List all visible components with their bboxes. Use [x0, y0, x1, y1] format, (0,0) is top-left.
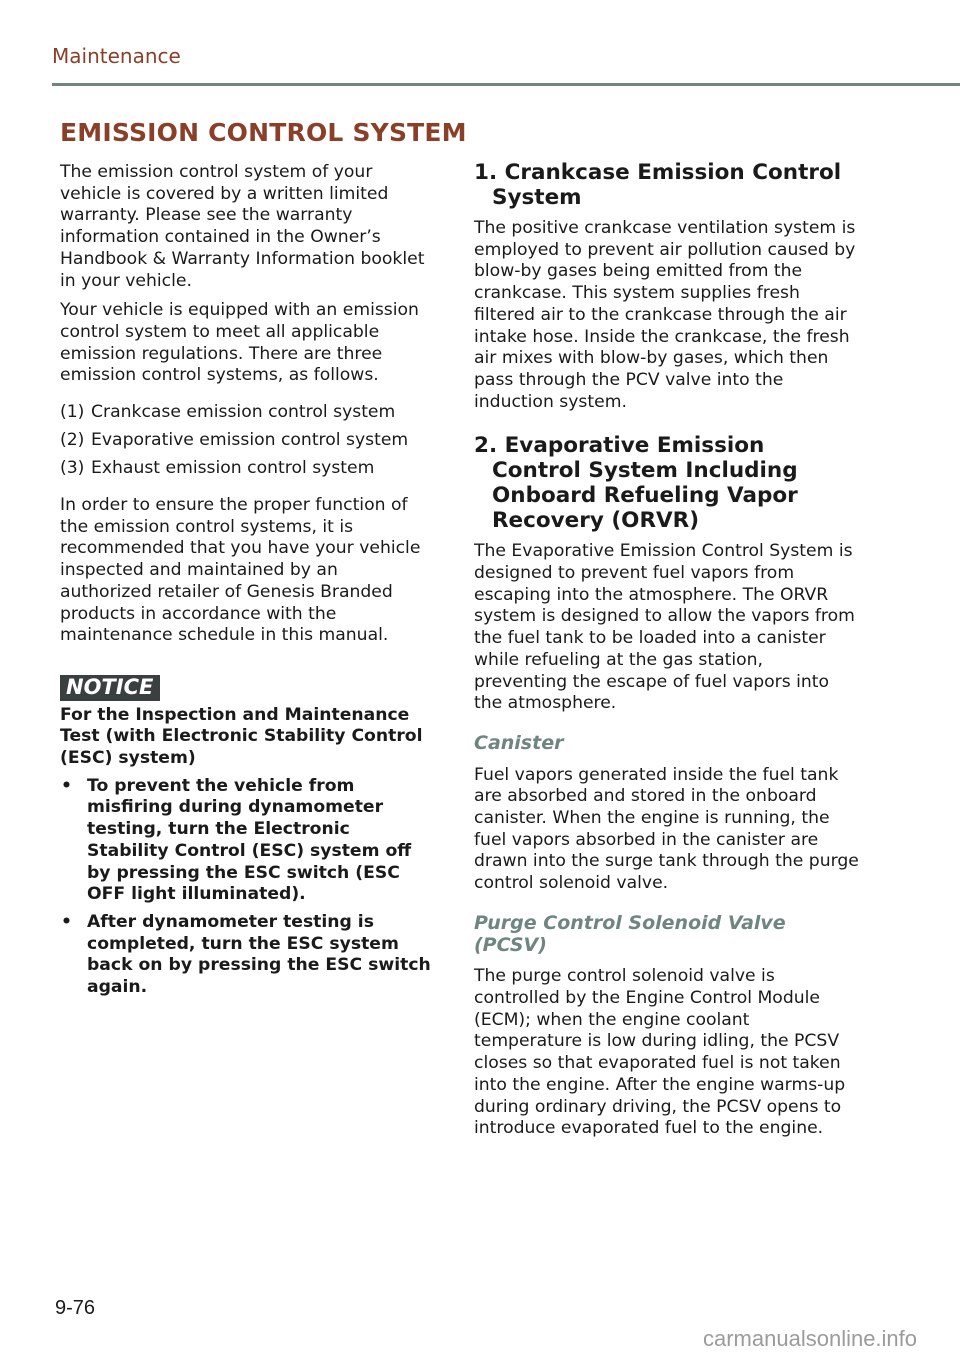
list-item [60, 429, 435, 451]
section-label: Maintenance [52, 44, 181, 68]
subheading-pcsv: Purge Control Solenoid Valve (PCSV) [474, 911, 786, 956]
section-body-crankcase: The positive crankcase ventilation system is employed to prevent air pollution caused by blow-by gases being emitted from the crankcase. This system supplies fresh filtered air to the crankcase through the air intake hose. Inside the crankcase, the fresh air mixes with blow-by gases, which then pass through the PCV valve into the induction system. [474, 218, 856, 412]
maintenance-note: In order to ensure the proper function of the emission control systems, it is recommended that you have your vehicle inspected and maintained by an authorized retailer of Genesis Branded products in accordance with the maintenance schedule in this manual. [60, 495, 421, 646]
section-body-evaporative: The Evaporative Emission Control System is designed to prevent fuel vapors from escaping into the atmosphere. The ORVR system is designed to allow the vapors from the fuel tank to be loaded into a canister while refueling at the gas station, preventing the escape of fuel vapors into the atmosphere. [474, 541, 855, 714]
section-heading-evaporative: 2. Evaporative Emission Control System Including Onboard Refueling Vapor Recovery (ORVR) [474, 433, 798, 534]
section-heading-crankcase: 1. Crankcase Emission Control System [474, 160, 842, 210]
right-column [474, 160, 859, 1148]
list-text: Exhaust emission control system [91, 458, 375, 479]
page-number: 9-76 [55, 1297, 96, 1319]
list-item [60, 457, 435, 479]
list-number: (3) [60, 458, 85, 479]
list-text: Evaporative emission control system [91, 430, 409, 451]
intro-paragraph: The emission control system of your vehicle is covered by a written limited warranty. Please see the warranty information contained in the Owner’s Handbook & Warranty Information booklet in your vehicle. [60, 162, 425, 291]
bullet-text: To prevent the vehicle from misfiring during dynamometer testing, turn the Electronic Stability Control (ESC) system off by pressing the ESC switch (ESC OFF light illuminated). [87, 775, 412, 905]
bullet-icon: • [61, 911, 72, 932]
page-title: EMISSION CONTROL SYSTEM [60, 118, 467, 147]
watermark: carmanualsonline.info [703, 1326, 918, 1351]
emission-systems-list [60, 401, 435, 479]
canister-body: Fuel vapors generated inside the fuel tank are absorbed and stored in the onboard canister. When the engine is running, the fuel vapors absorbed in the canister are drawn into the surge tank through the purge control solenoid valve. [474, 764, 859, 894]
list-item [60, 401, 435, 423]
notice-badge: NOTICE [60, 675, 160, 701]
subheading-canister: Canister [474, 731, 564, 754]
left-column [60, 162, 435, 1005]
bullet-text: After dynamometer testing is completed, turn the ESC system back on by pressing the ESC switch again. [87, 911, 431, 998]
intro-paragraph: Your vehicle is equipped with an emission control system to meet all applicable emission regulations. There are three emission control systems, as follows. [60, 300, 419, 386]
list-item [60, 776, 435, 906]
notice-title: For the Inspection and Maintenance Test (with Electronic Stability Control (ESC) system) [60, 704, 423, 769]
list-number: (2) [60, 430, 85, 451]
list-number: (1) [60, 402, 85, 423]
notice-bullets [60, 776, 435, 999]
list-text: Crankcase emission control system [91, 402, 396, 423]
pcsv-body: The purge control solenoid valve is controlled by the Engine Control Module (ECM); when the engine coolant temperature is low during idling, the PCSV closes so that evaporated fuel is not taken into the engine. After the engine warms-up during ordinary driving, the PCSV opens to introduce evaporated fuel to the engine. [474, 966, 846, 1139]
header-divider [52, 83, 960, 86]
list-item [60, 912, 435, 999]
bullet-icon: • [61, 775, 72, 796]
